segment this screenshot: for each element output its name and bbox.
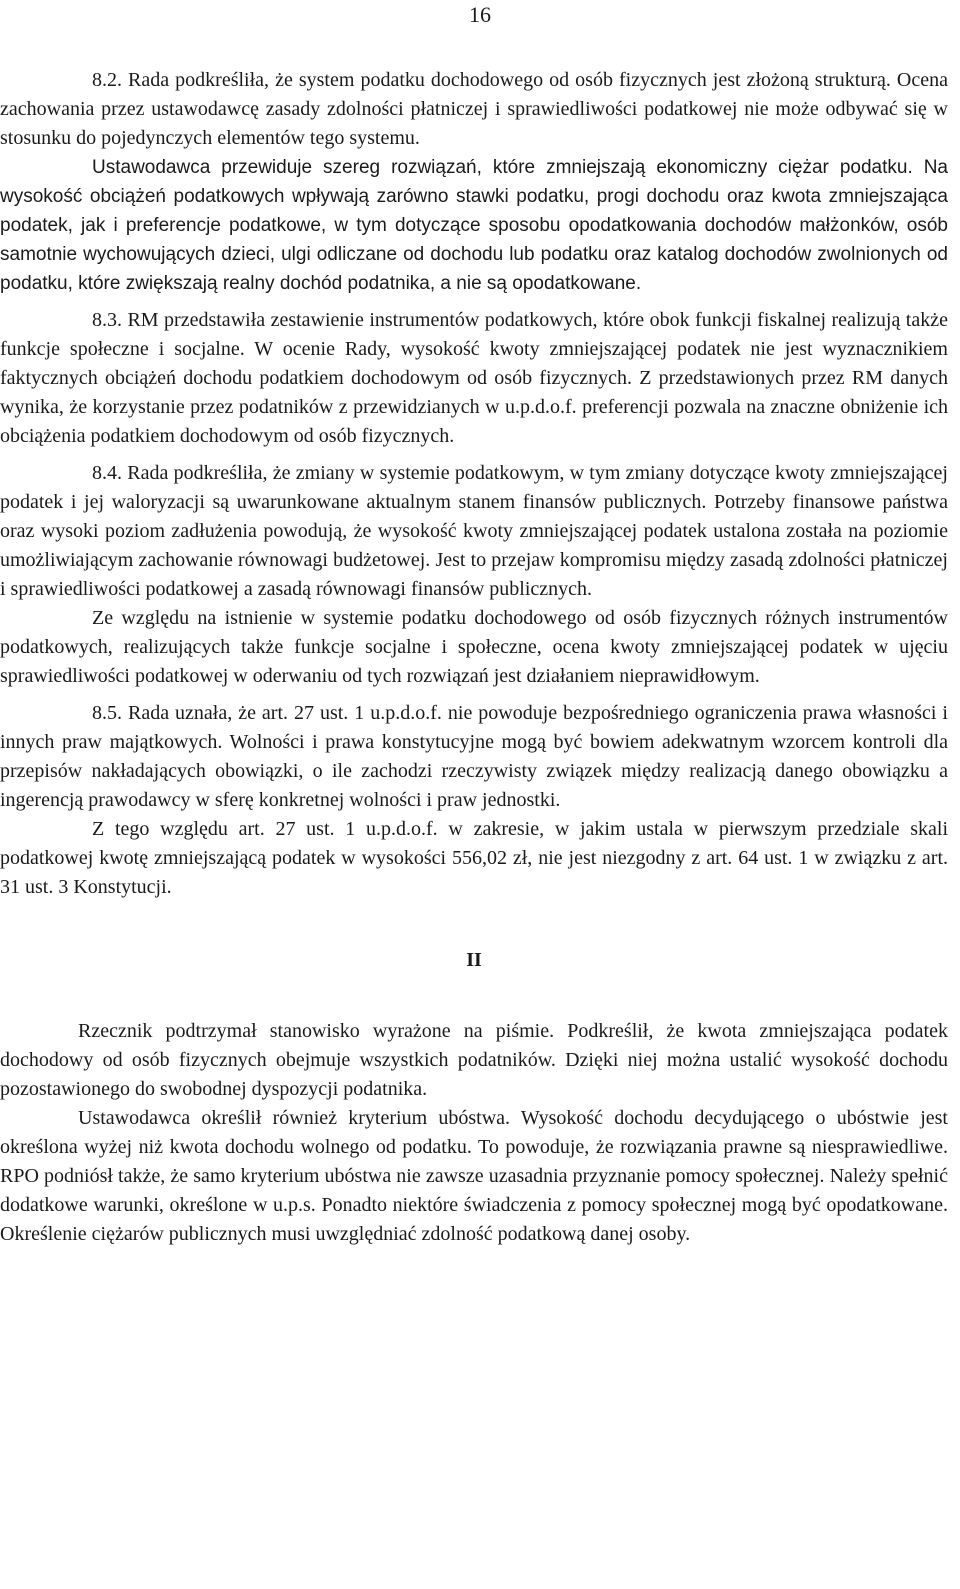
paragraph-8-2-a: 8.2. Rada podkreśliła, że system podatku dochodowego od osób fizycznych jest złożoną strukturą. Ocena zachowania przez ustawodawcę zasady zdolności płatniczej i sprawiedliwości podatkowej nie może odbywać się w stosunku do pojedynczych elementów tego systemu. — [0, 69, 948, 149]
paragraph-8-5-a: 8.5. Rada uznała, że art. 27 ust. 1 u.p.d.o.f. nie powoduje bezpośredniego ograniczenia prawa własności i innych praw majątkowych. Wolności i prawa konstytucyjne mogą być bowiem adekwatnym wzorcem kontroli dla przepisów nakładających obowiązki, o ile zachodzi rzeczywisty związek między realizacją danego obowiązku a ingerencją prawodawcy w sferę konkretnej wolności i praw jednostki. — [0, 702, 948, 811]
paragraph-8-4-a: 8.4. Rada podkreśliła, że zmiany w systemie podatkowym, w tym zmiany dotyczące kwoty zmniejszającej podatek i jej waloryzacji są uwarunkowane aktualnym stanem finansów publicznych. Potrzeby finansowe państwa oraz wysoki poziom zadłużenia powodują, że wysokość kwoty zmniejszającej podatek ustalona została na poziomie umożliwiającym zachowanie równowagi budżetowej. Jest to przejaw kompromisu między zasadą zdolności płatniczej i sprawiedliwości podatkowej a zasadą równowagi finansów publicznych. — [0, 462, 948, 600]
paragraph-8-3: 8.3. RM przedstawiła zestawienie instrumentów podatkowych, które obok funkcji fiskalnej realizują także funkcje społeczne i socjalne. W ocenie Rady, wysokość kwoty zmniejszającej podatek nie jest wyznacznikiem faktycznych obciążeń dochodu podatkiem dochodowym od osób fizycznych. Z przedstawionych przez RM danych wynika, że korzystanie przez podatników z przewidzianych w u.p.d.o.f. preferencji pozwala na znaczne obniżenie ich obciążenia podatkiem dochodowym od osób fizycznych. — [0, 309, 948, 447]
paragraph-8-2-b: Ustawodawca przewiduje szereg rozwiązań, które zmniejszają ekonomiczny ciężar podatku. Na wysokość obciążeń podatkowych wpływają zarówno stawki podatku, progi dochodu oraz kwota zmniejszająca podatek, jak i preferencje podatkowe, w tym dotyczące sposobu opodatkowania dochodów małżonków, osób samotnie wychowujących dzieci, ulgi odliczane od dochodu lub podatku oraz katalog dochodów zwolnionych od podatku, które zwiększają realny dochód podatnika, a nie są opodatkowane. — [0, 157, 948, 294]
section-heading: II — [466, 949, 482, 971]
paragraph-8-5-b: Z tego względu art. 27 ust. 1 u.p.d.o.f. w zakresie, w jakim ustala w pierwszym przedziale skali podatkowej kwotę zmniejszającą podatek w wysokości 556,02 zł, nie jest niezgodny z art. 64 ust. 1 w związku z art. 31 ust. 3 Konstytucji. — [0, 818, 948, 898]
document-body — [0, 66, 948, 1249]
paragraph-ii-a: Rzecznik podtrzymał stanowisko wyrażone na piśmie. Podkreślił, że kwota zmniejszająca podatek dochodowy od osób fizycznych obejmuje wszystkich podatników. Dzięki niej można ustalić wysokość dochodu pozostawionego do swobodnej dyspozycji podatnika. — [0, 1020, 948, 1100]
paragraph-ii-b: Ustawodawca określił również kryterium ubóstwa. Wysokość dochodu decydującego o ubóstwie jest określona wyżej niż kwota dochodu wolnego od podatku. To powoduje, że rozwiązania prawne są niesprawiedliwe. RPO podniósł także, że samo kryterium ubóstwa nie zawsze uzasadnia przyznanie pomocy społecznej. Należy spełnić dodatkowe warunki, określone w u.p.s. Ponadto niektóre świadczenia z pomocy społecznej mogą być opodatkowane. Określenie ciężarów publicznych musi uwzględniać zdolność podatkową danej osoby. — [0, 1107, 948, 1245]
page-number: 16 — [469, 2, 491, 27]
paragraph-8-4-b: Ze względu na istnienie w systemie podatku dochodowego od osób fizycznych różnych instrumentów podatkowych, realizujących także funkcje socjalne i społeczne, ocena kwoty zmniejszającej podatek w ujęciu sprawiedliwości podatkowej w oderwaniu od tych rozwiązań jest działaniem nieprawidłowym. — [0, 607, 948, 687]
